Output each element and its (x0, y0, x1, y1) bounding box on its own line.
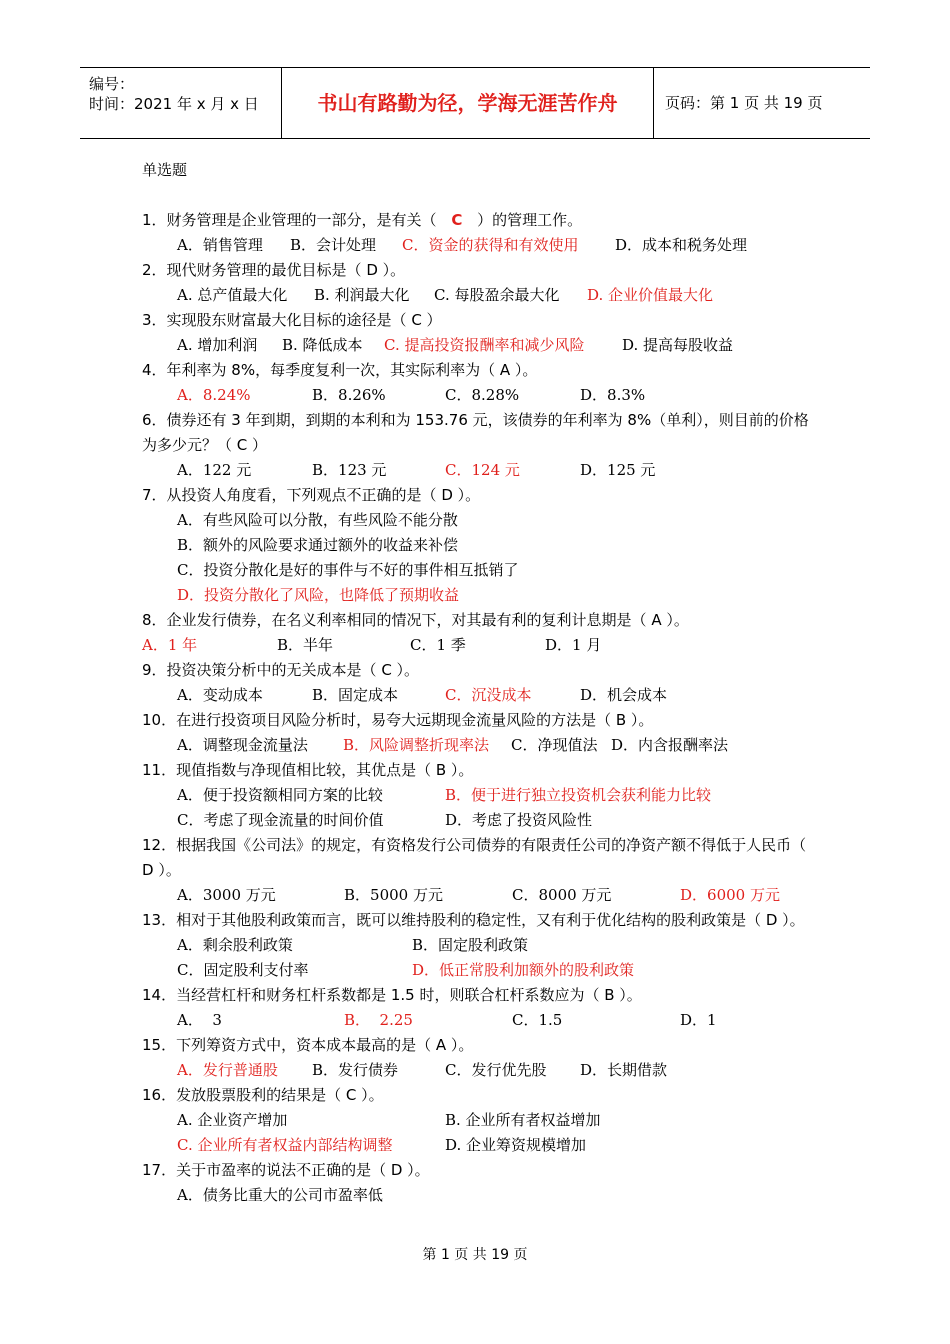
q2-option-b: B. 利润最大化 (314, 286, 410, 304)
q13-option-b: B．固定股利政策 (412, 936, 529, 954)
question-15-options (142, 1058, 822, 1083)
question-16: 16．发放股票股利的结果是（ C ）。 (142, 1086, 384, 1104)
q3-option-a: A. 增加利润 (177, 336, 258, 354)
question-11: 11．现值指数与净现值相比较，其优点是（ B ）。 (142, 761, 474, 779)
q4-option-a: A．8.24% (177, 386, 251, 404)
q8-option-d: D．1 月 (545, 636, 602, 654)
header-left-cell (80, 68, 282, 138)
q9-option-d: D．机会成本 (580, 686, 668, 704)
q3-option-b: B. 降低成本 (282, 336, 363, 354)
q8-option-a: A．1 年 (142, 636, 198, 654)
question-17: 17．关于市盈率的说法不正确的是（ D ）。 (142, 1161, 430, 1179)
q6-option-d: D．125 元 (580, 461, 656, 479)
q14-option-c: C．1.5 (512, 1011, 563, 1029)
q3-option-d: D. 提高每股收益 (622, 336, 734, 354)
q14-option-d: D．1 (680, 1011, 717, 1029)
question-2: 2．现代财务管理的最优目标是（ D ）。 (142, 261, 406, 279)
question-3: 3．实现股东财富最大化目标的途径是（ C ） (142, 311, 442, 329)
q12-option-a: A．3000 万元 (177, 886, 276, 904)
q1-option-a: A．销售管理 (177, 236, 263, 254)
date-line: 时间：2021 年 x 月 x 日 (89, 95, 259, 113)
question-15: 15．下列筹资方式中，资本成本最高的是（ A ）。 (142, 1036, 474, 1054)
question-12: 12．根据我国《公司法》的规定，有资格发行公司债券的有限责任公司的净资产额不得低于人民币（ D ）。 (142, 836, 807, 879)
q11-option-a: A．便于投资额相同方案的比较 (177, 786, 383, 804)
q7-option-a: A．有些风险可以分散，有些风险不能分散 (177, 511, 458, 529)
q2-option-d: D. 企业价值最大化 (587, 286, 714, 304)
q4-option-c: C．8.28% (445, 386, 520, 404)
question-2-options (142, 283, 822, 308)
q9-option-c: C．沉没成本 (445, 686, 532, 704)
number-label: 编号： (89, 75, 135, 93)
question-1-stem-a: 1．财务管理是企业管理的一部分，是有关（ (142, 211, 437, 229)
question-7: 7．从投资人角度看，下列观点不正确的是（ D ）。 (142, 486, 481, 504)
q4-option-d: D．8.3% (580, 386, 646, 404)
q4-option-b: B．8.26% (312, 386, 386, 404)
q6-option-a: A．122 元 (177, 461, 252, 479)
q14-option-a: A． 3 (177, 1011, 222, 1029)
q8-option-c: C．1 季 (410, 636, 466, 654)
q2-option-c: C. 每股盈余最大化 (434, 286, 560, 304)
question-13: 13．相对于其他股利政策而言，既可以维持股利的稳定性，又有利于优化结构的股利政策是（ D ）。 (142, 911, 805, 929)
question-1-answer: C (451, 211, 463, 229)
q14-option-b: B． 2.25 (344, 1011, 413, 1029)
q7-option-b: B．额外的风险要求通过额外的收益来补偿 (177, 536, 459, 554)
question-16-options-row2 (142, 1133, 822, 1158)
question-3-options (142, 333, 822, 358)
q11-option-c: C．考虑了现金流量的时间价值 (177, 811, 384, 829)
page-header (80, 67, 870, 139)
q15-option-a: A．发行普通股 (177, 1061, 278, 1079)
q7-option-c: C．投资分散化是好的事件与不好的事件相互抵销了 (177, 561, 519, 579)
question-1 (142, 208, 822, 233)
q9-option-a: A．变动成本 (177, 686, 263, 704)
question-list (142, 158, 822, 1208)
q3-option-c: C. 提高投资报酬率和减少风险 (384, 336, 585, 354)
q12-option-c: C．8000 万元 (512, 886, 612, 904)
q6-option-b: B．123 元 (312, 461, 387, 479)
q16-option-d: D. 企业筹资规模增加 (445, 1136, 587, 1154)
page-footer: 第 1 页 共 19 页 (422, 1247, 528, 1263)
q11-option-b: B．便于进行独立投资机会获利能力比较 (445, 786, 712, 804)
question-8: 8．企业发行债券，在名义利率相同的情况下，对其最有利的复利计息期是（ A ）。 (142, 611, 689, 629)
question-13-options-row1 (142, 933, 822, 958)
q12-option-b: B．5000 万元 (344, 886, 443, 904)
question-8-options (142, 633, 822, 658)
question-1-options (142, 233, 822, 258)
q15-option-c: C．发行优先股 (445, 1061, 547, 1079)
question-6: 6．债券还有 3 年到期，到期的本利和为 153.76 元，该债券的年利率为 8%（单利），则目前的价格为多少元？（ C ） (142, 411, 809, 454)
q13-option-c: C．固定股利支付率 (177, 961, 309, 979)
question-16-options-row1 (142, 1108, 822, 1133)
question-6-options (142, 458, 822, 483)
question-10-options (142, 733, 822, 758)
q16-option-a: A. 企业资产增加 (177, 1111, 288, 1129)
q6-option-c: C．124 元 (445, 461, 520, 479)
q15-option-d: D．长期借款 (580, 1061, 668, 1079)
q1-option-d: D．成本和税务处理 (615, 236, 748, 254)
question-10: 10．在进行投资项目风险分析时，易夸大远期现金流量风险的方法是（ B ）。 (142, 711, 654, 729)
header-motto: 书山有路勤为径，学海无涯苦作舟 (282, 68, 654, 138)
q16-option-b: B. 企业所有者权益增加 (445, 1111, 601, 1129)
q10-option-c: C．净现值法 (511, 736, 598, 754)
question-14-options (142, 1008, 822, 1033)
question-9-options (142, 683, 822, 708)
q13-option-a: A．剩余股利政策 (177, 936, 293, 954)
question-4-options (142, 383, 822, 408)
q8-option-b: B．半年 (277, 636, 334, 654)
q16-option-c: C. 企业所有者权益内部结构调整 (177, 1136, 393, 1154)
section-title: 单选题 (142, 161, 188, 179)
q12-option-d: D．6000 万元 (680, 886, 780, 904)
q10-option-b: B．风险调整折现率法 (343, 736, 490, 754)
q10-option-d: D．内含报酬率法 (611, 736, 729, 754)
header-page-info: 页码：第 1 页 共 19 页 (665, 94, 823, 112)
q10-option-a: A．调整现金流量法 (177, 736, 308, 754)
question-4: 4．年利率为 8%，每季度复利一次，其实际利率为（ A ）。 (142, 361, 538, 379)
question-14: 14．当经营杠杆和财务杠杆系数都是 1.5 时，则联合杠杆系数应为（ B ）。 (142, 986, 642, 1004)
q17-option-a: A．债务比重大的公司市盈率低 (177, 1186, 383, 1204)
question-11-options-row1 (142, 783, 822, 808)
q1-option-c: C．资金的获得和有效使用 (402, 236, 579, 254)
question-1-stem-b: ）的管理工作。 (477, 211, 583, 229)
question-11-options-row2 (142, 808, 822, 833)
q13-option-d: D．低正常股利加额外的股利政策 (412, 961, 635, 979)
q15-option-b: B．发行债券 (312, 1061, 399, 1079)
question-12-options (142, 883, 822, 908)
q1-option-b: B．会计处理 (290, 236, 377, 254)
q2-option-a: A. 总产值最大化 (177, 286, 288, 304)
question-13-options-row2 (142, 958, 822, 983)
question-9: 9．投资决策分析中的无关成本是（ C ）。 (142, 661, 420, 679)
q7-option-d: D．投资分散化了风险，也降低了预期收益 (177, 586, 460, 604)
q9-option-b: B．固定成本 (312, 686, 399, 704)
q11-option-d: D．考虑了投资风险性 (445, 811, 593, 829)
